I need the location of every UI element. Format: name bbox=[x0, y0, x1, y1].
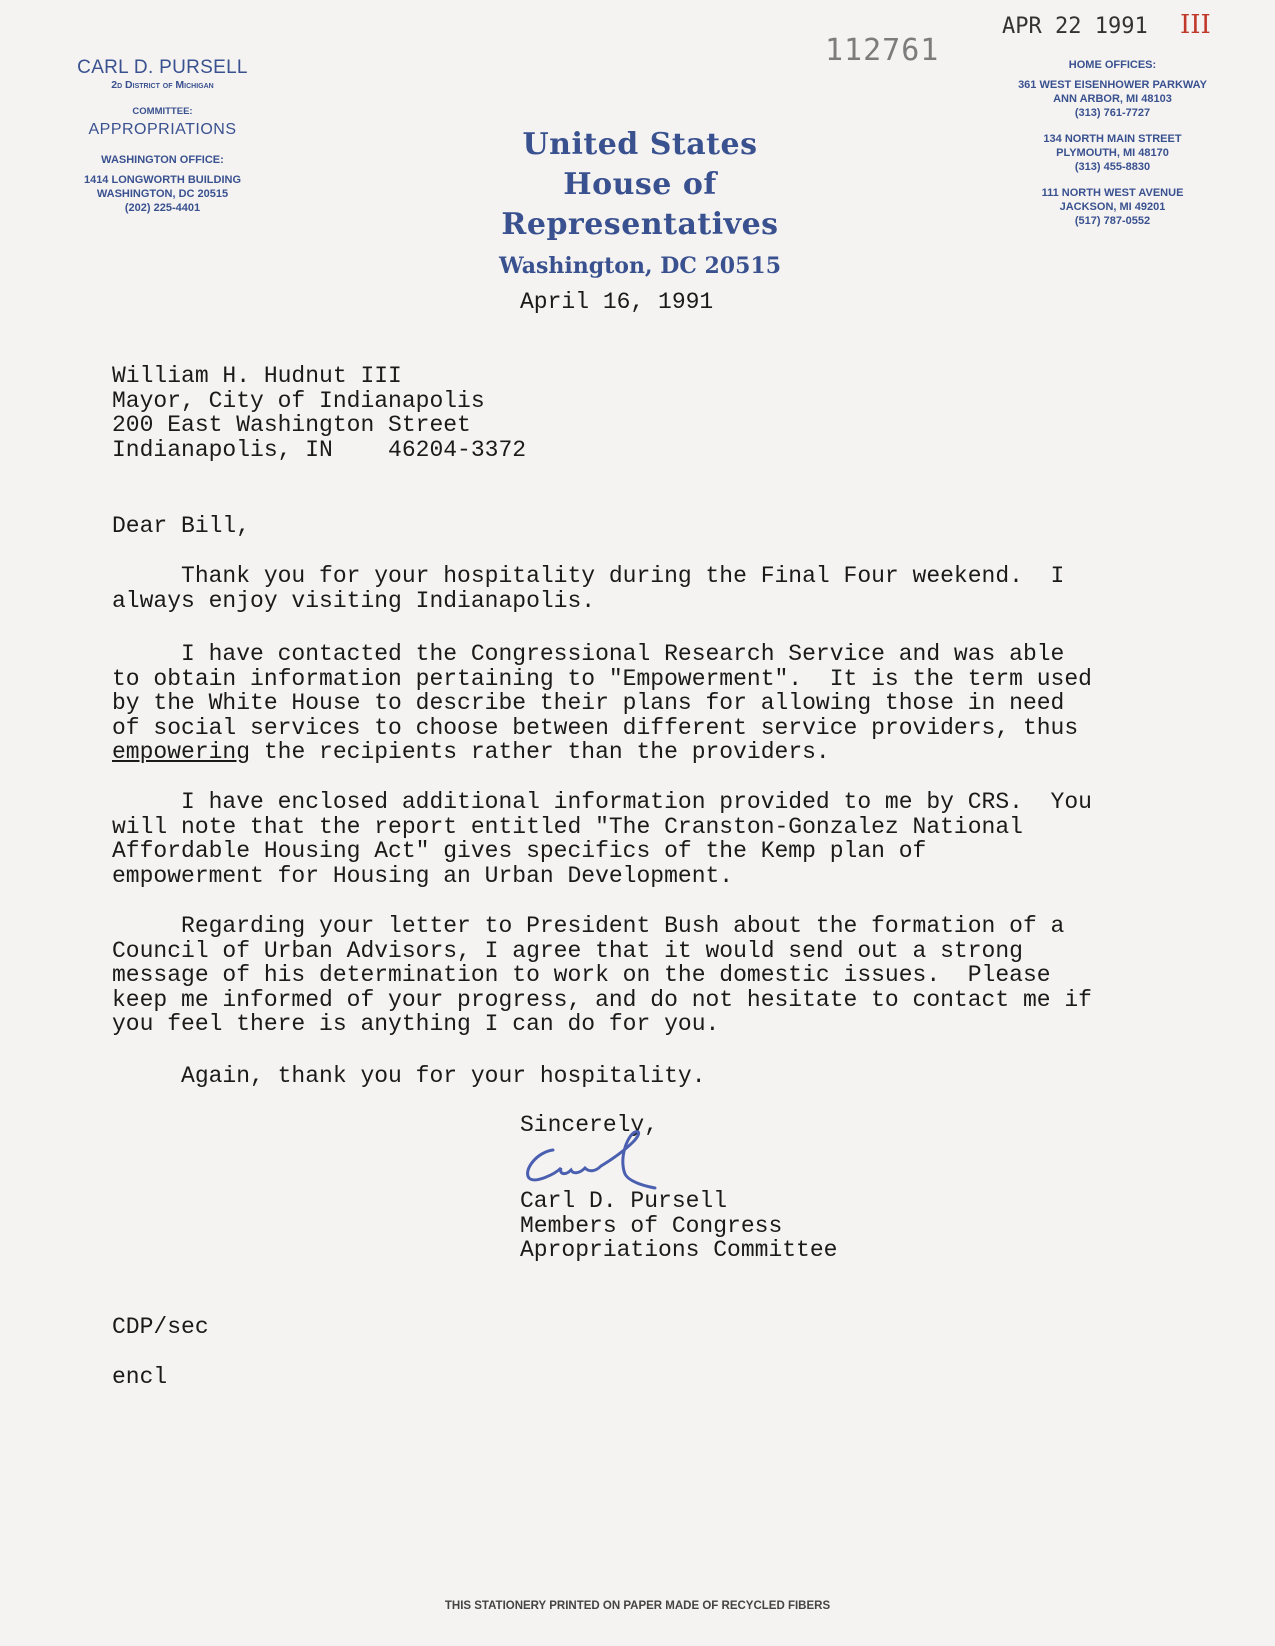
paragraph-2-underlined: empowering bbox=[112, 739, 251, 765]
district: 2d District of Michigan bbox=[111, 79, 214, 91]
salutation: Dear Bill, bbox=[112, 513, 251, 539]
recipient-address: William H. Hudnut III Mayor, City of Indianapolis 200 East Washington Street Indianapolis, IN 46204-3372 bbox=[112, 363, 527, 463]
letterhead-center bbox=[420, 125, 860, 283]
handwritten-signature bbox=[515, 1112, 695, 1192]
letterhead-title-line1: United States bbox=[522, 127, 758, 162]
washington-office-line1: 1414 LONGWORTH BUILDING bbox=[83, 174, 242, 186]
typist-initials: CDP/sec bbox=[112, 1314, 209, 1340]
home-office1-line1: 361 WEST EISENHOWER PARKWAY bbox=[1018, 79, 1207, 91]
home-office3-line2: JACKSON, MI 49201 bbox=[1059, 201, 1166, 213]
letterhead-right bbox=[975, 55, 1250, 228]
roman-numeral-mark: III bbox=[1180, 10, 1211, 40]
washington-office-line2: WASHINGTON, DC 20515 bbox=[96, 188, 229, 200]
signature-block: Carl D. Pursell Members of Congress Apropriations Committee bbox=[520, 1188, 838, 1263]
paragraph-5: Again, thank you for your hospitality. bbox=[112, 1063, 706, 1089]
home-offices-label: HOME OFFICES: bbox=[1068, 59, 1157, 71]
committee-name: APPROPRIATIONS bbox=[88, 121, 237, 138]
paragraph-4: Regarding your letter to President Bush about the formation of a Council of Urban Advisors, I agree that it would send out a strong message of his determination to work on the domestic issues. Please keep me informed of your progress, and do not hesitate to contact me if you feel there is anything I can do for you. bbox=[112, 913, 1092, 1037]
letterhead-title-line2: House of Representatives bbox=[501, 167, 779, 242]
letterhead-left bbox=[55, 57, 270, 215]
paragraph-2-text-b: the recipients rather than the providers. bbox=[250, 739, 830, 765]
paragraph-3: I have enclosed additional information provided to me by CRS. You will note that the report entitled "The Cranston-Gonzalez National Affordable Housing Act" gives specifics of the Kemp plan of empowerment for Housing an Urban Development. bbox=[112, 789, 1092, 889]
home-office3-line1: 111 NORTH WEST AVENUE bbox=[1041, 187, 1184, 199]
paragraph-2-text-a: I have contacted the Congressional Research Service and was able to obtain information pertaining to "Empowerment". It is the term used by the White House to describe their plans for allowing those in need of social services to choose between different service providers, thus bbox=[112, 641, 1092, 741]
home-office3-phone: (517) 787-0552 bbox=[1074, 215, 1151, 227]
paragraph-2 bbox=[112, 642, 1092, 765]
home-office1-phone: (313) 761-7727 bbox=[1074, 107, 1151, 119]
home-office2-line1: 134 NORTH MAIN STREET bbox=[1043, 133, 1182, 145]
stationery-footer: THIS STATIONERY PRINTED ON PAPER MADE OF RECYCLED FIBERS bbox=[444, 1600, 831, 1612]
washington-office-phone: (202) 225-4401 bbox=[124, 202, 201, 214]
home-office2-phone: (313) 455-8830 bbox=[1074, 161, 1151, 173]
committee-label: COMMITTEE: bbox=[132, 106, 193, 117]
home-office2-line2: PLYMOUTH, MI 48170 bbox=[1056, 147, 1169, 159]
letterhead-title-line3: Washington, DC 20515 bbox=[498, 253, 782, 279]
paragraph-1: Thank you for your hospitality during the Final Four weekend. I always enjoy visiting Indianapolis. bbox=[112, 563, 1065, 614]
letter-date: April 16, 1991 bbox=[520, 289, 714, 315]
closing: Sincerely, bbox=[520, 1112, 659, 1138]
enclosure-note: encl bbox=[112, 1364, 168, 1390]
member-name: CARL D. PURSELL bbox=[77, 57, 248, 78]
document-number-stamp: 112761 bbox=[825, 33, 940, 68]
washington-office-label: WASHINGTON OFFICE: bbox=[101, 154, 224, 166]
home-office1-line2: ANN ARBOR, MI 48103 bbox=[1053, 93, 1172, 105]
received-date-stamp: APR 22 1991 bbox=[1002, 14, 1148, 39]
